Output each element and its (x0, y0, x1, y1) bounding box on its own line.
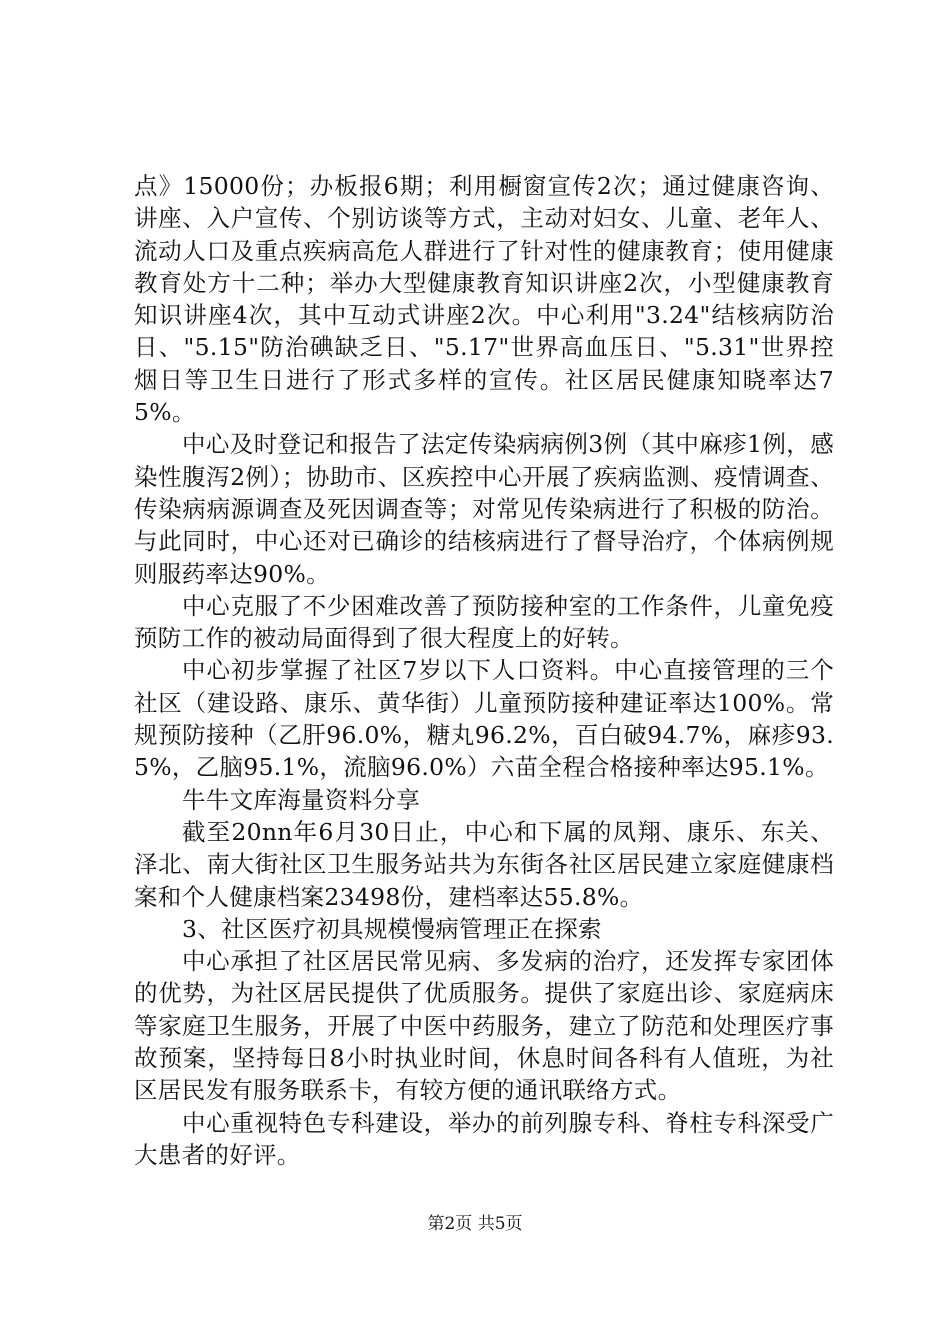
paragraph-immunization-rates: 中心初步掌握了社区7岁以下人口资料。中心直接管理的三个社区（建设路、康乐、黄华街）儿童预防接种建证率达100%。常规预防接种（乙肝96.0%，糖丸96.2%，百白破94.7%，麻疹93.5%，乙脑95.1%，流脑96.0%）六苗全程合格接种率达95.1%。 (134, 656, 834, 782)
section-heading-medical-care: 3、社区医疗初具规模慢病管理正在探索 (182, 914, 602, 943)
paragraph-health-education: 点》15000份；办板报6期；利用橱窗宣传2次；通过健康咨询、讲座、入户宣传、个别访谈等方式，主动对妇女、儿童、老年人、流动人口及重点疾病高危人群进行了针对性的健康教育；使用健康教育处方十二种；举办大型健康教育知识讲座2次，小型健康教育知识讲座4次，其中互动式讲座2次。中心利用"3.24"结核病防治日、"5.15"防治碘缺乏日、"5.17"世界高血压日、"5.31"世界控烟日等卫生日进行了形式多样的宣传。社区居民健康知晓率达75%。 (134, 172, 834, 427)
document-body (134, 170, 834, 1171)
paragraph-infectious-disease: 中心及时登记和报告了法定传染病病例3例（其中麻疹1例，感染性腹泻2例）；协助市、区疾控中心开展了疾病监测、疫情调查、传染病病源调查及死因调查等；对常见传染病进行了积极的防治。与此同时，中心还对已确诊的结核病进行了督导治疗，个体病例规则服药率达90%。 (134, 430, 834, 588)
paragraph-watermark-line: 牛牛文库海量资料分享 (182, 785, 420, 814)
paragraph-medical-services: 中心承担了社区居民常见病、多发病的治疗，还发挥专家团体的优势，为社区居民提供了优质服务。提供了家庭出诊、家庭病床等家庭卫生服务，开展了中医中药服务，建立了防范和处理医疗事故预案，坚持每日8小时执业时间，休息时间各科有人值班，为社区居民发有服务联系卡，有较方便的通讯联络方式。 (134, 947, 834, 1105)
paragraph-vaccination-room: 中心克服了不少困难改善了预防接种室的工作条件，儿童免疫预防工作的被动局面得到了很大程度上的好转。 (134, 591, 834, 653)
paragraph-specialty-clinics: 中心重视特色专科建设，举办的前列腺专科、脊柱专科深受广大患者的好评。 (134, 1108, 834, 1169)
page-number-footer: 第2页 共5页 (427, 1214, 523, 1234)
paragraph-health-records: 截至20nn年6月30日止，中心和下属的凤翔、康乐、东关、泽北、南大街社区卫生服务站共为东街各社区居民建立家庭健康档案和个人健康档案23498份，建档率达55.8%。 (134, 817, 834, 911)
